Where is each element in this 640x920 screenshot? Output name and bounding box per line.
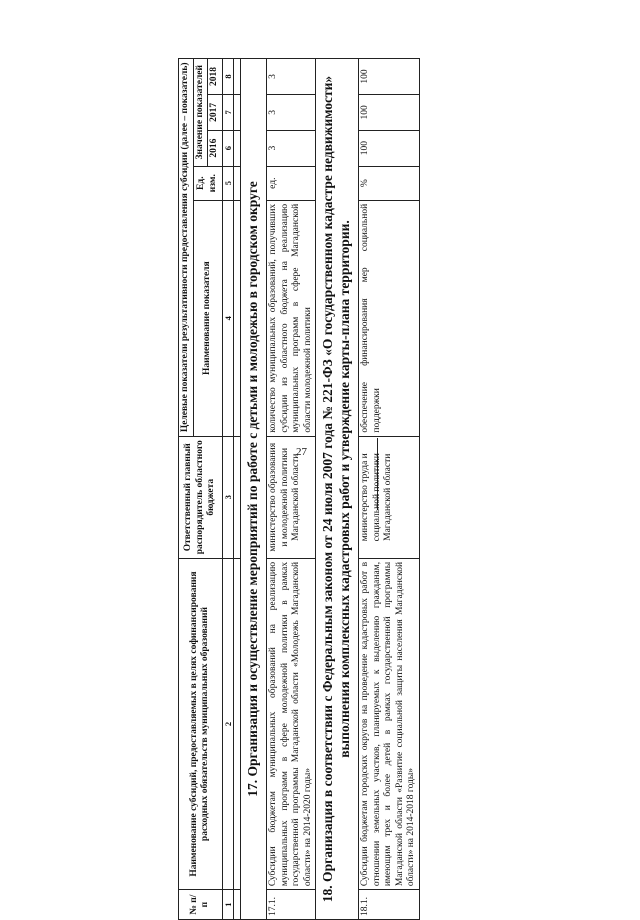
header-targets-group: Целевые показатели результативности предоставления субсидии (далее – показатель) — [179, 59, 194, 437]
value-2018: 3 — [266, 59, 315, 95]
header-year: 2017 — [208, 94, 223, 130]
header-year: 2018 — [208, 59, 223, 95]
header-no: № п/п — [179, 890, 223, 920]
header-responsible: Ответственный главный распорядитель областного бюджета — [179, 436, 223, 558]
column-number: 3 — [222, 436, 233, 558]
subsidy-name: Субсидии бюджетам городских округов на проведение кадастровых работ в отношении земельных участков, планируемых к выделению гражданам, имеющим трех и более детей в рамках государственной программы Магаданской области «Развитие социальной защиты населения Магаданской области» на 2014-2018 годы» — [359, 558, 420, 889]
subsidies-table — [178, 58, 420, 920]
column-number: 4 — [222, 200, 233, 436]
spacer-row — [234, 59, 241, 920]
column-number: 2 — [222, 558, 233, 889]
subsidy-name: Субсидии бюджетам муниципальных образований на реализацию муниципальных программ в сфере молодежной политики в рамках государственной программы Магаданской области «Молодежь Магаданской области» на 2014-2020 годы» — [266, 558, 315, 889]
value-2017: 100 — [359, 94, 420, 130]
value-2016: 100 — [359, 130, 420, 166]
section-title-18: 18. Организация в соответствии с Федеральным законом от 24 июля 2007 года № 221-ФЗ «О государственном кадастре недвижимости» выполнения комплексных кадастровых работ и утверждение карты-плана территории. — [316, 59, 359, 920]
responsible-body: министерство образования и молодежной политики Магаданской области — [266, 436, 315, 558]
value-2018: 100 — [359, 59, 420, 95]
column-number: 1 — [222, 890, 233, 920]
header-year: 2016 — [208, 130, 223, 166]
column-number: 6 — [222, 130, 233, 166]
column-number: 8 — [222, 59, 233, 95]
table-row — [266, 59, 315, 920]
value-2017: 3 — [266, 94, 315, 130]
column-number: 7 — [222, 94, 233, 130]
rotated-table-sheet — [178, 58, 438, 920]
responsible-body: министерство труда и социальной политики Магаданской области — [359, 436, 420, 558]
row-number: 17.1. — [266, 890, 315, 920]
row-number: 18.1. — [359, 890, 420, 920]
table-row — [359, 59, 420, 920]
section-title-17: 17. Организация и осуществление мероприятий по работе с детьми и молодежью в городском округе — [241, 59, 267, 920]
header-unit: Ед. изм. — [193, 166, 222, 200]
page-number: 27 — [296, 446, 307, 458]
value-2016: 3 — [266, 130, 315, 166]
column-number: 5 — [222, 166, 233, 200]
unit: % — [359, 166, 420, 200]
unit: ед. — [266, 166, 315, 200]
header-subsidy-name: Наименование субсидий, предоставляемых в целях софинансирования расходных обязательств муниципальных образований — [179, 558, 223, 889]
indicator-name: обеспечение финансирования мер социальной поддержки — [359, 200, 420, 436]
header-values-group: Значение показателей — [193, 59, 208, 167]
header-indicator-name: Наименование показателя — [193, 200, 222, 436]
indicator-name: количество муниципальных образований, получивших субсидии из областного бюджета на реализацию муниципальных программ в сфере Магаданской области молодежной политики — [266, 200, 315, 436]
